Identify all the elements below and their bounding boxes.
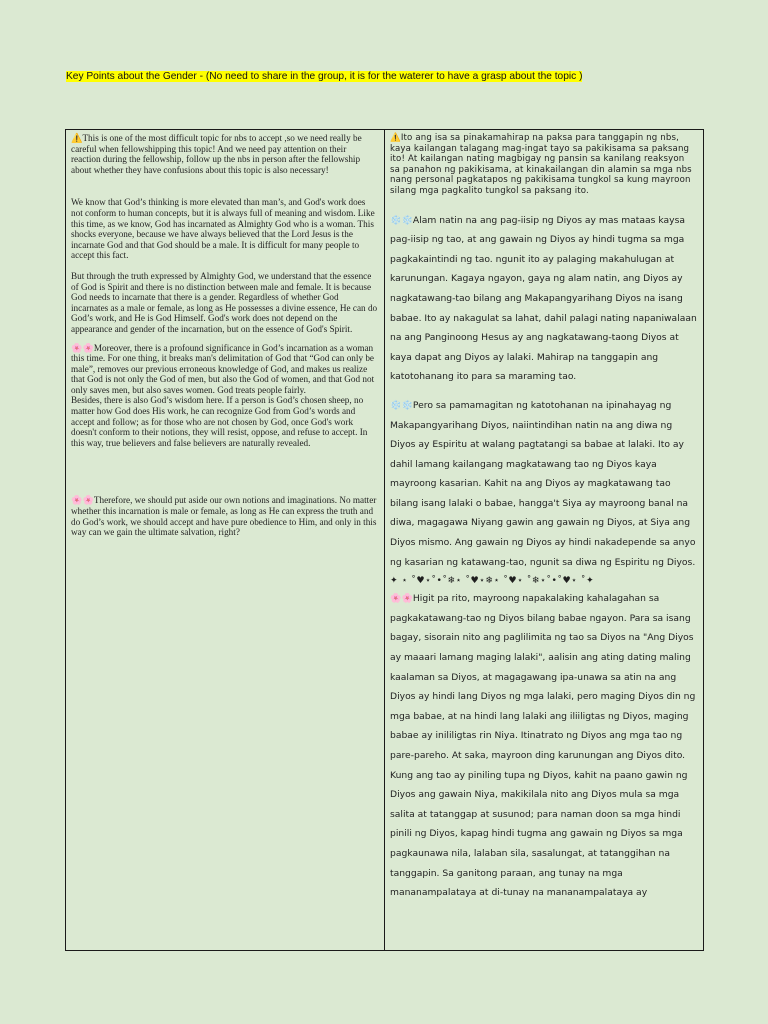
tagalog-column <box>385 130 703 950</box>
decorative-divider: ✦ ⋆ ˚♥⋆˚•˚❄⋆ ˚♥⋆❄⋆ ˚♥⋆ ˚❄⋆˚•˚♥⋆ ˚✦ <box>390 575 595 587</box>
tagalog-paragraph-1: ⚠️Ito ang isa sa pinakamahirap na paksa para tanggapin ng nbs, kaya kailangan talagang mag-ingat tayo sa pakikisama sa paksang ito! At kailangan nating magbigay ng pansin sa kanilang reaksyon sa panahon ng pakikisama, at kinakailangan din alamin sa mga nbs nang personal pagkatapos ng pakikisama tungkol sa kung mayroon silang mga pagkalito tungkol sa paksang ito. <box>390 133 692 196</box>
english-column <box>66 130 385 950</box>
tagalog-paragraph-4: 🌸🌸Higit pa rito, mayroong napakalaking kahalagahan sa pagkakatawang-tao ng Diyos bilang babae ngayon. Para sa isang bagay, sisorain nito ang paglilimita ng tao sa Diyos na "Ang Diyos ay maaari lamang maging lalaki", aalisin ang ating dating maling kaalaman sa Diyos, at magagawang ipa-unawa sa atin na ang Diyos ay hindi lang Diyos ng mga lalaki, pero maging Diyos din ng mga babae, at na hindi lang lalaki ang iliiligtas ng Diyos, maging babae ay inililigtas rin Niya. Itinatrato ng Diyos ang mga tao ng pare-pareho. At saka, mayroon ding karunungan ang Diyos dito. Kung ang tao ay piniling tupa ng Diyos, kahit na paano gawin ng Diyos ang gawain Niya, makikilala nito ang Diyos mula sa mga salita at tatanggap at susunod; para naman doon sa mga hindi pinili ng Diyos, kapag hindi tugma ang gawain ng Diyos sa mga pagkaunawa nila, lalaban sila, sasalungat, at tatanggihan na tanggapin. Sa ganitong paraan, ang tunay na mga mananampalataya at di-tunay na mananampalataya ay <box>390 593 696 899</box>
tagalog-paragraph-2: ❄️❄️Alam natin na ang pag-iisip ng Diyos ay mas mataas kaysa pag-iisip ng tao, at ang gawain ng Diyos ay hindi tugma sa mga pagkakaintindi ng tao. ngunit ito ay palaging makahulugan at karunungan. Kagaya ngayon, gaya ng alam natin, ang Diyos ay nagkatawang-tao bilang ang Makapangyarihang Diyos na isang babae. Ito ay nakagulat sa lahat, dahil palagi nating napaniwalaan na ang Panginoong Hesus ay ang nagkatawang-taong Diyos at kaya dapat ang Diyos ay lalaki. Mahirap na tanggapin ang katotohanang ito para sa maraming tao. <box>390 214 697 383</box>
english-paragraph-3: But through the truth expressed by Almighty God, we understand that the essence of God is Spirit and there is no distinction between male and female. It is because God needs to incarnate that there is a gender. Regardless of whether God incarnates as a male or female, as long as He possesses a divine essence, He can do God’s work, and He is God Himself. God's work does not depend on the appearance and gender of the incarnation, but on the essence of God's Spirit. <box>71 270 378 334</box>
english-paragraph-1: ⚠️This is one of the most difficult topic for nbs to accept ,so we need really be careful when fellowshipping this topic! And we need pay attention on their reaction during the fellowship, follow up the nbs in person after the fellowship about whether they have confusions about this topic is also necessary! <box>71 133 362 175</box>
page-heading: Key Points about the Gender - (No need to share in the group, it is for the waterer to have a grasp about the topic ) <box>66 71 583 82</box>
tagalog-paragraph-3: ❄️❄️Pero sa pamamagitan ng katotohanan na ipinahayag ng Makapangyarihang Diyos, naiintindihan natin na ang diwa ng Diyos ay Espiritu at walang pagtatangi sa babae at lalaki. Ito ay dahil lamang kailangang magkatawang tao ng Diyos kaya mayroong kasarian. Kahit na ang Diyos ay magkatawang tao bilang isang lalaki o babae, hangga't Siya ay mayroong banal na diwa, magagawa Niyang gawin ang gawain ng Diyos, at Siya ang Diyos mismo. Ang gawain ng Diyos ay hindi nakadepende sa anyo ng kasarian ng katawang-tao, ngunit sa diwa ng Espiritu ng Diyos. <box>390 399 696 568</box>
english-paragraph-5: Besides, there is also God’s wisdom here. If a person is God’s chosen sheep, no matter how God does His work, he can recognize God from God’s words and accept and follow; as for those who are not chosen by God, once God's work doesn't conform to their notions, they will resist, oppose, and refuse to accept. In this way, true believers and false believers are naturally revealed. <box>71 395 368 448</box>
english-paragraph-2: We know that God’s thinking is more elevated than man’s, and God's work does not conform to human concepts, but it is always full of meaning and wisdom. Like this time, as we know, God has incarnated as Almighty God who is a woman. This shocks everyone, because we have always believed that the Lord Jesus is the incarnate God and that God should be a male. It is difficult for many people to accept this fact. <box>71 197 375 261</box>
heading-block <box>66 66 606 84</box>
english-paragraph-6: 🌸🌸Therefore, we should put aside our own notions and imaginations. No matter whether this incarnation is male or female, as long as He can express the truth and do God’s work, we should accept and have pure obedience to Him, and only in this way can we gain the ultimate salvation, right? <box>71 495 377 538</box>
english-paragraph-4: 🌸🌸Moreover, there is a profound significance in God’s incarnation as a woman this time. For one thing, it breaks man's delimitation of God that “God can only be male”, removes our previous erroneous knowledge of God, and makes us realize that God is not only the God of men, but also the God of women, and that God not only saves men, but also saves women. God treats people fairly. <box>71 342 375 395</box>
bilingual-table <box>65 129 704 951</box>
